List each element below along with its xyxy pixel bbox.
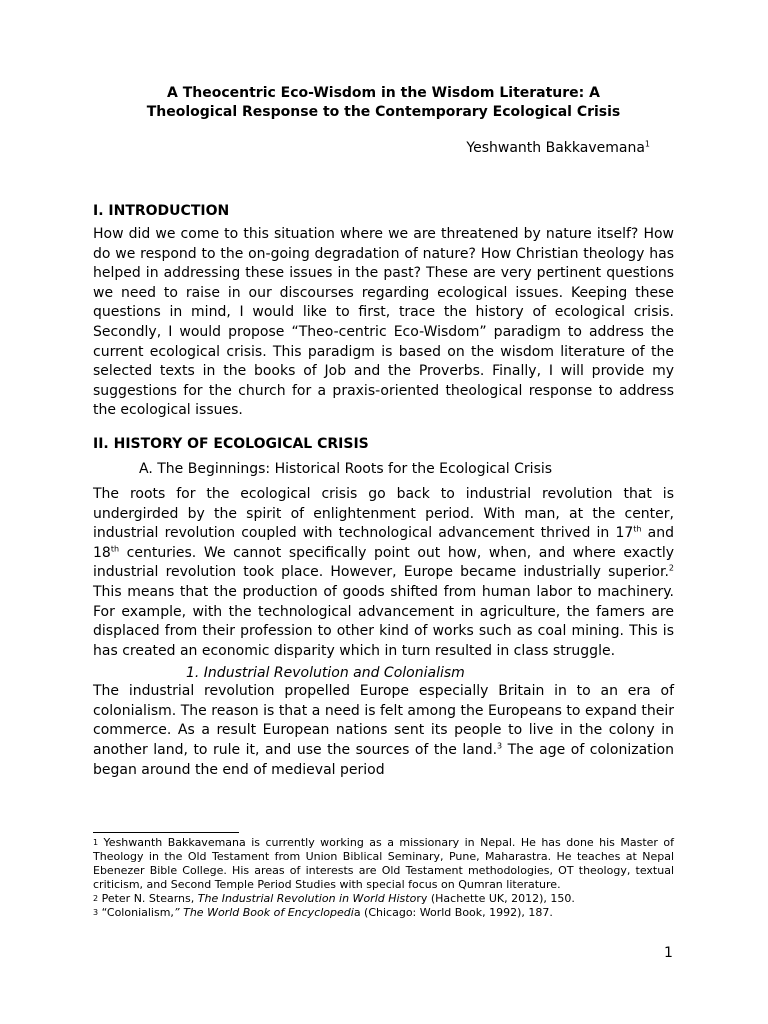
subsection-heading-industrial-revolution: 1. Industrial Revolution and Colonialism: [186, 665, 465, 682]
section-heading-history: II. HISTORY OF ECOLOGICAL CRISIS: [93, 435, 369, 452]
history-p1-text-a: The roots for the ecological crisis go back to industrial revolution that is undergirded by the spirit of enlightenment period. With man, at the center, industrial revolution coupled with technological advancement thrived in 17: [93, 485, 674, 542]
paper-title: [93, 84, 674, 122]
footnote-3-text-a: “Colonialism,: [98, 905, 174, 919]
superscript-th: th: [110, 544, 120, 554]
footnote-2-text-a: Peter N. Stearns,: [98, 891, 198, 905]
history-p2-text-b: The age of colonization began around the end of medieval period: [93, 742, 674, 778]
footnote-1: [93, 836, 674, 892]
section-heading-introduction: I. INTRODUCTION: [93, 203, 230, 219]
history-p1-text-b: and 18: [93, 525, 674, 561]
footnote-3: [93, 906, 674, 920]
page-body: [93, 84, 674, 780]
footnote-2-book-title: The Industrial Revolution in World Histo: [197, 891, 417, 905]
history-paragraph-2: [93, 682, 674, 780]
footnote-3-text-b: a (Chicago: World Book, 1992), 187.: [353, 905, 553, 919]
author-footnote-ref: 1: [644, 139, 650, 149]
footnotes: [93, 836, 674, 919]
footnote-separator: [93, 832, 239, 833]
history-p1-text-d: This means that the production of goods shifted from human labor to machinery. For example, with the technological advancement in agriculture, the famers are displaced from their profession to other kind of works such as coal mining. This is has created an economic disparity which in turn resulted in class struggle.: [93, 583, 674, 659]
introduction-paragraph: How did we come to this situation where we are threatened by nature itself? How do we respond to the on-going degradation of nature? How Christian theology has helped in addressing these issues in the past? These are very pertinent questions we need to raise in our discourses regarding ecological issues. Keeping these questions in mind, I would like to first, trace the history of ecological crisis. Secondly, I would propose “Theo-centric Eco-Wisdom” paradigm to address the current ecological crisis. This paradigm is based on the wisdom literature of the selected texts in the books of Job and the Proverbs. Finally, I will provide my suggestions for the church for a praxis-oriented theological response to address the ecological issues.: [93, 226, 674, 419]
footnote-2: [93, 892, 674, 906]
footnote-2-mark: 2: [93, 893, 99, 903]
title-line-1: A Theocentric Eco-Wisdom in the Wisdom Literature: A: [167, 85, 600, 101]
subsection-heading-beginnings: A. The Beginnings: Historical Roots for the Ecological Crisis: [139, 460, 553, 477]
page-number: 1: [664, 945, 673, 961]
author-line: [93, 139, 674, 158]
history-paragraph-1: [93, 485, 674, 661]
superscript-th: th: [633, 524, 642, 534]
footnote-3-book-title: ” The World Book of Encyclopedi: [173, 905, 354, 919]
footnote-2-text-b: ry (Hachette UK, 2012), 150.: [416, 891, 575, 905]
footnote-3-mark: 3: [93, 907, 99, 917]
footnote-ref-3: 3: [497, 741, 503, 751]
footnote-1-text: Yeshwanth Bakkavemana is currently working as a missionary in Nepal. He has done his Master of Theology in the Old Testament from Union Biblical Seminary, Pune, Maharastra. He teaches at Nepal Ebenezer Bible College. His areas of interests are Old Testament methodologies, OT theology, textual criticism, and Second Temple Period Studies with special focus on Qumran literature.: [93, 836, 674, 891]
history-p1-text-c: centuries. We cannot specifically point out how, when, and where exactly industrial revolution took place. However, Europe became industrially superior.: [93, 544, 674, 581]
footnote-ref-2: 2: [668, 563, 674, 573]
history-p2-text-a: The industrial revolution propelled Europe especially Britain in to an era of colonialism. The reason is that a need is felt among the Europeans to expand their commerce. As a result European nations sent its people to live in the colony in another land, to rule it, and use the sources of the land.: [93, 683, 674, 759]
title-line-2: Theological Response to the Contemporary Ecological Crisis: [146, 104, 621, 120]
author-name: Yeshwanth Bakkavemana: [466, 140, 645, 156]
footnote-1-mark: 1: [93, 838, 99, 847]
